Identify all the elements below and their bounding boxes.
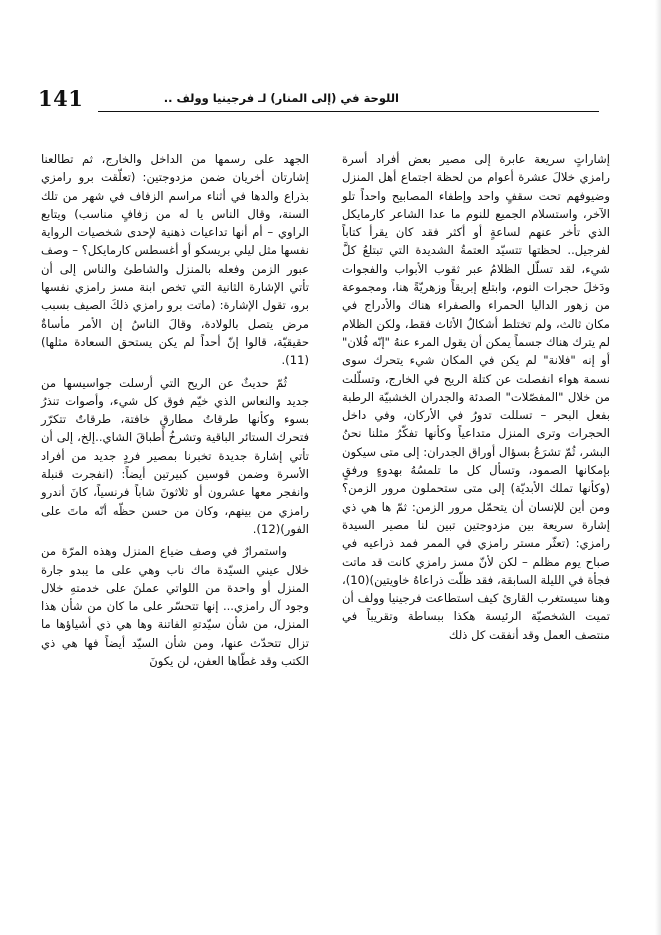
paragraph: ثُمّ حديثٌ عن الريح التي أرسلت جواسيسها من جديد والنعاس الذي خيّم فوق كل شيء، وأصوات تنذرُ بسوء وكأنها طرقاتُ مطارقٍ خافتة، طرقاتٌ تتكرّر فتحرك الستائر الباقية وتشرخُ أطباقَ الشاي..إلخ، إلى أن تأتي إشارة جديدة تخبرنا بمصير فردٍ جديد من أفراد الأسرة وضمن قوسين كبيرتين أيضاً: (انفجرت قنبلة وانفجر معها عشرون أو ثلاثونَ شاباً فرنسياً، كانَ أندرو رامزي من بينهم، وكان من حسن حظّه أنّه ماتَ على الفور)(12). xyxy=(41,375,309,536)
page-number: 141 xyxy=(38,86,84,111)
running-title: اللوحة في (إلى المنار) لـ فرجينيا وولف .. xyxy=(163,91,399,105)
paragraph: واستمرارٌ في وصف ضياع المنزل وهذه المرّة من خلال عيني السيّدة ماك ناب وهي على ما يبدو جارة المنزل أو واحدة من اللواتي عملنَ على خدمتهِ خلال وجود آل رامزي... إنها تتحسّر على ما كان من شأن هذا المنزل، من شأن سيّدتهِ الفاتنة وها هي ذي أشياؤها ما تزال تتحدّث عنها، ومن شأن السيّد أيضاً فها هي ذي الكتب وقد غطّاها العفن، لن يكونَ xyxy=(41,544,309,669)
text-column-left xyxy=(41,150,309,674)
paragraph: الجهد على رسمها من الداخل والخارج، ثم تطالعنا إشارتان أخريان ضمن مزدوجتين: (تعلّقت برو رامزي بذراع والدها في أثناء مراسم الزفاف في شهر من تلك السنة، وقال الناس يا له من زفافٍ مناسب) ويتابع الراوي – أم أنها تداعيات ذهنية لإحدى شخصيات الرواية نفسها مثل ليلي بريسكو أو أغسطس كارمايكل؟ – وصف عبور الزمن وفعله بالمنزل والشاطئ والناس إلى أن تأتي الإشارة الثانية التي تخص ابنة مسز رامزي نفسها برو، تقول الإشارة: (ماتت برو رامزي ذلكَ الصيف بسبب مرض يتصل بالولادة، وقالَ الناسُ إن الأمر مأساةٌ حقيقيّة، قالوا إنّ أحداً لم يكن يستحق السعادة مثلها)(11). xyxy=(41,152,309,368)
text-column-right xyxy=(342,150,610,648)
paragraph: إشاراتٍ سريعة عابرة إلى مصير بعض أفراد أسرة رامزي خلالَ عشرة أعوام من لحظة اجتماع أهل المنزل وضيوفهم تحت سقفٍ واحد وإطفاء المصابيح واحداً تلو الآخر، واستسلام الجميع للنوم ما عدا الشاعر كارمايكل الذي تأخر عنهم لساعةٍ أو أكثر فقد كان يقرأ كتاباً لفرجيل.. لحظتها تتسيّد العتمةُ الشديدة التي تبتلعُ كلَّ شيء، لقد تسلّل الظلامُ عبر ثقوب الأبواب والفجوات ودَخلَ حجرات النوم، وابتلع إبريقاً وزهريّةً هنا، ومجموعة من زهور الداليا الحمراء والصفراء هناك والأدراج في مكان ثالث، ولم تختلط أشكالُ الأثاث فقط، ولكن الظلام لم يترك هناك جسماً يمكن أن يقول المرء عنهُ "إنّه فُلان" أو إنه "فلانة" لم يكن في المكان شيء يتحرك سوى نسمة هواء انفصلت عن كتلة الريح في الخارج، وتسلّلت من خلال "المفصّلات" الصدئة والجدران الخشبيّة الرطبة بفعل البحر – تسللت تدورُ في الأركان، وفي داخل الحجرات وترى المنزل متداعياً وكأنها تفكّرُ مثلنا نحنُ البشر، ثُمّ تشرَعُ بسؤال أوراق الجدران: إلى متى سيكون بإمكانها الصمود، وتسأل كل ما تلمسُهُ بهدوءٍ ورفقٍ (وكأنها تملك الأبديّة) إلى متى ستحملون مرور الزمن؟ ومن أين للإنسان أن يتحمّل مرور الزمن: ثمّ ها هي ذي إشارة سريعة بين مزدوجتين تبين لنا مصير السيدة رامزي: (تعثّر مستر رامزي في الممر فمد ذراعيه في صباح يوم مظلم – لكن لأنّ مسز رامزي كانت قد ماتت فجأة في الليلة السابقة، فقد ظلّت ذراعاهُ خاويتين)(10)، وهنا سيستغرب القارئ كيف استطاعت فرجينيا وولف أن تميت الشخصيّة الرئيسة هكذا ببساطة وتقريباً في منتصف العمل وقد أنفقت كل ذلك xyxy=(342,152,610,642)
header-rule xyxy=(98,111,599,112)
page-edge-shadow xyxy=(655,0,661,935)
